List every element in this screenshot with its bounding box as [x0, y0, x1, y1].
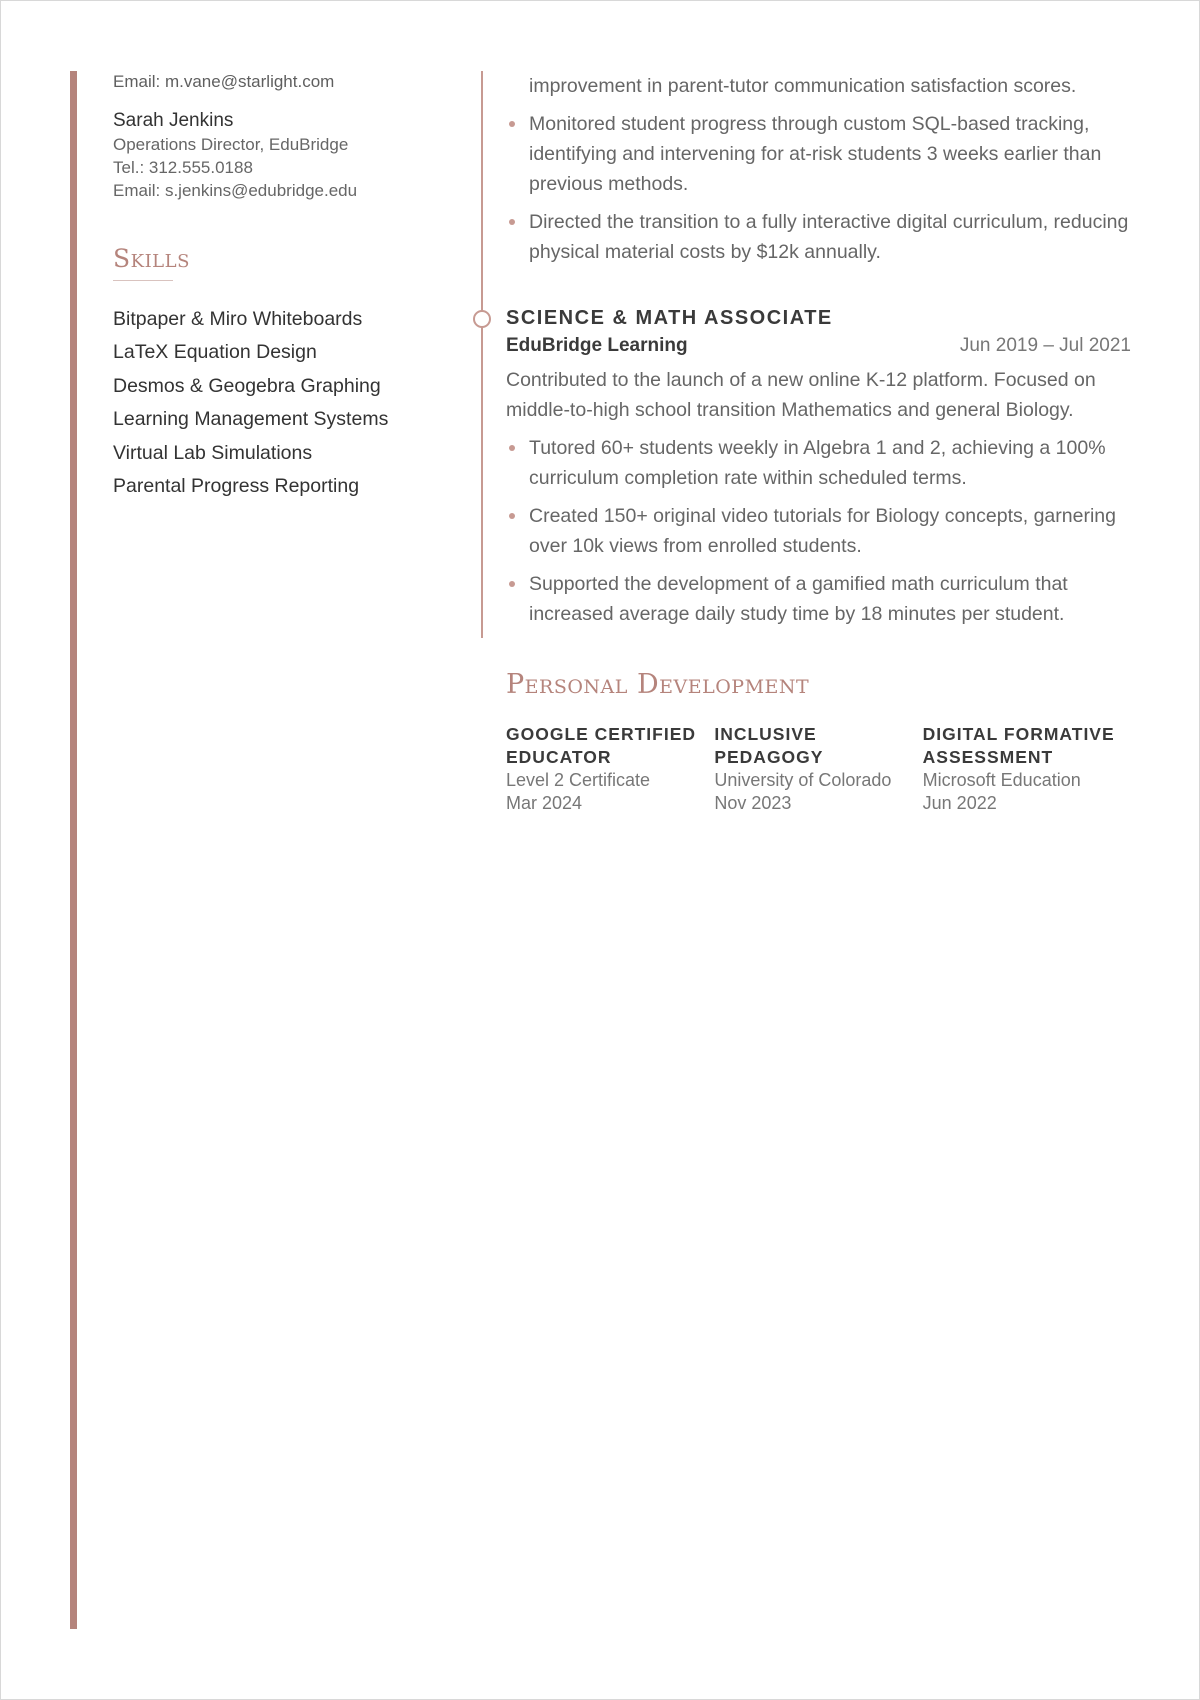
timeline-dot — [473, 310, 491, 328]
bullet-item: Created 150+ original video tutorials for Biology concepts, garnering over 10k views from enrolled students. — [506, 501, 1131, 561]
job-company: EduBridge Learning — [506, 335, 688, 356]
bullet-item: Supported the development of a gamified math curriculum that increased average daily study time by 18 minutes per student. — [506, 569, 1131, 629]
sidebar — [113, 71, 443, 503]
certification-title: DIGITAL FORMATIVE ASSESSMENT — [922, 724, 1115, 767]
skill-item: LaTeX Equation Design — [113, 341, 317, 364]
bullet-item: Tutored 60+ students weekly in Algebra 1 and 2, achieving a 100% curriculum completion rate within scheduled terms. — [506, 433, 1131, 493]
certification-date: Jun 2022 — [922, 793, 997, 813]
skills-divider — [113, 280, 173, 281]
certification-date: Mar 2024 — [506, 793, 583, 813]
certification-item — [714, 723, 922, 815]
certification-title: INCLUSIVE PEDAGOGY — [714, 724, 824, 767]
reference-role: Operations Director, EduBridge — [113, 135, 349, 154]
certification-issuer: University of Colorado — [714, 770, 892, 790]
bullet-item: Directed the transition to a fully interactive digital curriculum, reducing physical material costs by $12k annually. — [506, 207, 1131, 267]
skill-item: Bitpaper & Miro Whiteboards — [113, 308, 363, 330]
reference-tel: Tel.: 312.555.0188 — [113, 158, 253, 177]
job-dates: Jun 2019 – Jul 2021 — [959, 335, 1131, 356]
skills-heading: Skills — [113, 244, 190, 273]
reference-name: Sarah Jenkins — [113, 110, 234, 131]
skill-item: Learning Management Systems — [113, 408, 389, 431]
bullet-item: improvement in parent-tutor communication satisfaction scores. — [529, 75, 1077, 97]
personal-development-grid — [506, 723, 1131, 815]
previous-job-bullets — [506, 71, 1131, 267]
reference-email: Email: s.jenkins@edubridge.edu — [113, 181, 358, 200]
timeline-line — [481, 71, 483, 638]
certification-title: GOOGLE CERTIFIED EDUCATOR — [506, 724, 697, 767]
job-entry — [506, 305, 1131, 629]
reference-block — [113, 109, 443, 202]
certification-issuer: Level 2 Certificate — [506, 770, 651, 790]
skill-item: Desmos & Geogebra Graphing — [113, 374, 381, 397]
skill-item: Parental Progress Reporting — [113, 475, 360, 498]
accent-bar — [70, 71, 77, 1629]
certification-issuer: Microsoft Education — [922, 770, 1081, 790]
job-bullets — [506, 433, 1131, 629]
job-description: Contributed to the launch of a new online K-12 platform. Focused on middle-to-high school transition Mathematics and general Biology. — [506, 369, 1096, 421]
main-content — [506, 71, 1131, 815]
skills-list — [113, 303, 443, 503]
previous-reference-email: Email: m.vane@starlight.com — [113, 72, 335, 91]
certification-item — [506, 723, 714, 815]
skill-item: Virtual Lab Simulations — [113, 441, 313, 464]
certification-item — [923, 723, 1131, 815]
job-meta — [506, 335, 1131, 357]
job-title: SCIENCE & MATH ASSOCIATE — [506, 307, 833, 329]
bullet-item: Monitored student progress through custom SQL-based tracking, identifying and intervening for at-risk students 3 weeks earlier than previous methods. — [506, 109, 1131, 199]
personal-development-heading: Personal Development — [506, 669, 810, 700]
certification-date: Nov 2023 — [714, 793, 792, 813]
